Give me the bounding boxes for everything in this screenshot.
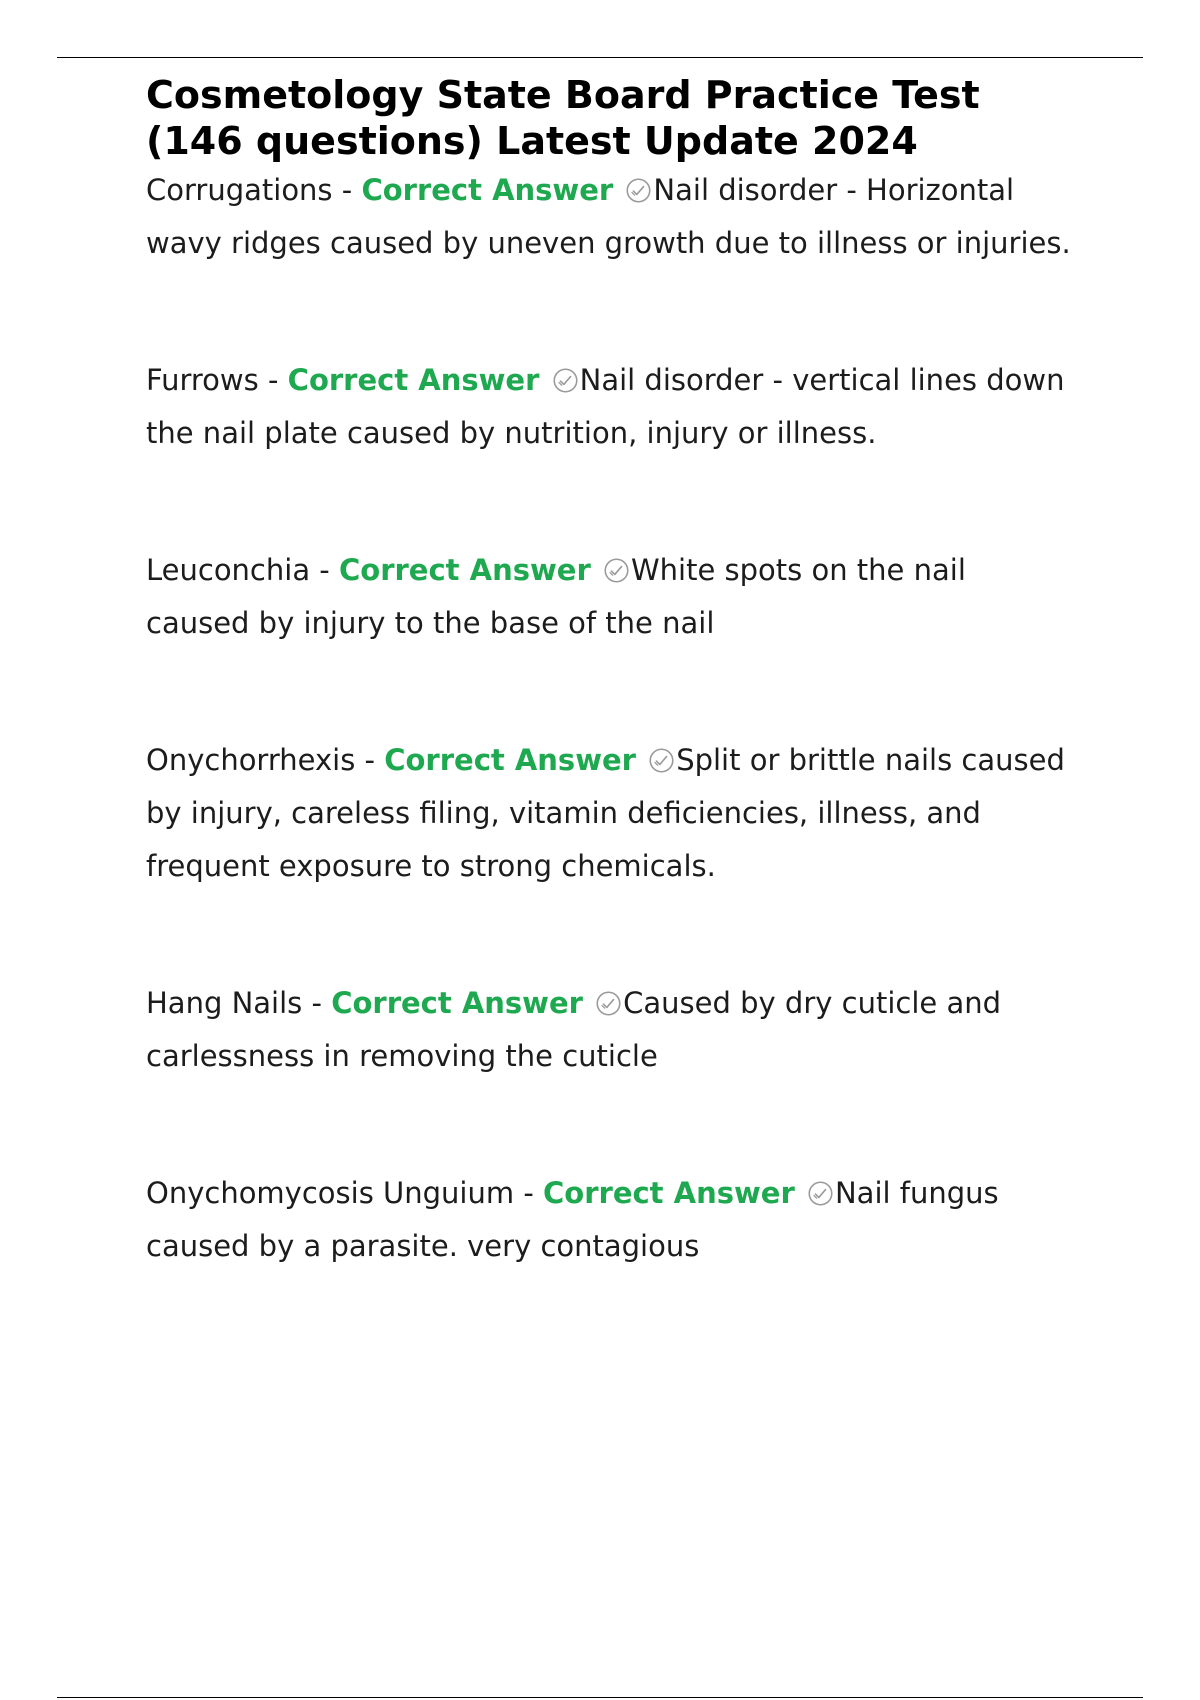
list-item (146, 734, 1076, 893)
answer-text: White spots on the nail caused by injury to the base of the nail (146, 553, 966, 640)
bottom-rule (57, 1697, 1143, 1698)
term-text: Hang Nails (146, 986, 303, 1020)
answer-text: Split or brittle nails caused by injury, careless filing, vitamin deficiencies, illness, and frequent exposure to strong chemicals. (146, 743, 1065, 883)
correct-answer-label: Correct Answer (384, 743, 636, 777)
answer-text: Nail disorder - Horizontal wavy ridges caused by uneven growth due to illness or injuries. (146, 173, 1071, 260)
list-item (146, 977, 1076, 1083)
term-text: Furrows (146, 363, 259, 397)
correct-answer-label: Correct Answer (361, 173, 614, 207)
top-rule (57, 57, 1143, 58)
term-text: Onychomycosis Unguium (146, 1176, 515, 1210)
term-text: Onychorrhexis (146, 743, 356, 777)
correct-answer-label: Correct Answer (331, 986, 583, 1020)
correct-answer-label: Correct Answer (287, 363, 540, 397)
list-item (146, 354, 1076, 460)
list-item (146, 164, 1076, 270)
check-circle-icon (625, 177, 652, 204)
qa-list (146, 164, 1076, 1273)
answer-text: Nail fungus caused by a parasite. very contagious (146, 1176, 999, 1263)
term-separator: - (258, 363, 288, 397)
answer-text: Nail disorder - vertical lines down the nail plate caused by nutrition, injury or illness. (146, 363, 1065, 450)
page-title: Cosmetology State Board Practice Test (146 questions) Latest Update 2024 (146, 73, 980, 163)
term-text: Corrugations (146, 173, 333, 207)
correct-answer-label: Correct Answer (339, 553, 591, 587)
list-item (146, 544, 1076, 650)
answer-text: Caused by dry cuticle and carlessness in removing the cuticle (146, 986, 1002, 1073)
term-separator: - (302, 986, 332, 1020)
term-separator: - (514, 1176, 544, 1210)
check-circle-icon (603, 557, 630, 584)
term-separator: - (310, 553, 339, 587)
check-circle-icon (648, 747, 675, 774)
term-separator: - (355, 743, 385, 777)
correct-answer-label: Correct Answer (543, 1176, 795, 1210)
document-body (146, 72, 1076, 1273)
term-text: Leuconchia (146, 553, 311, 587)
check-circle-icon (807, 1180, 834, 1207)
check-circle-icon (595, 990, 622, 1017)
list-item (146, 1167, 1076, 1273)
term-separator: - (332, 173, 362, 207)
check-circle-icon (552, 367, 579, 394)
